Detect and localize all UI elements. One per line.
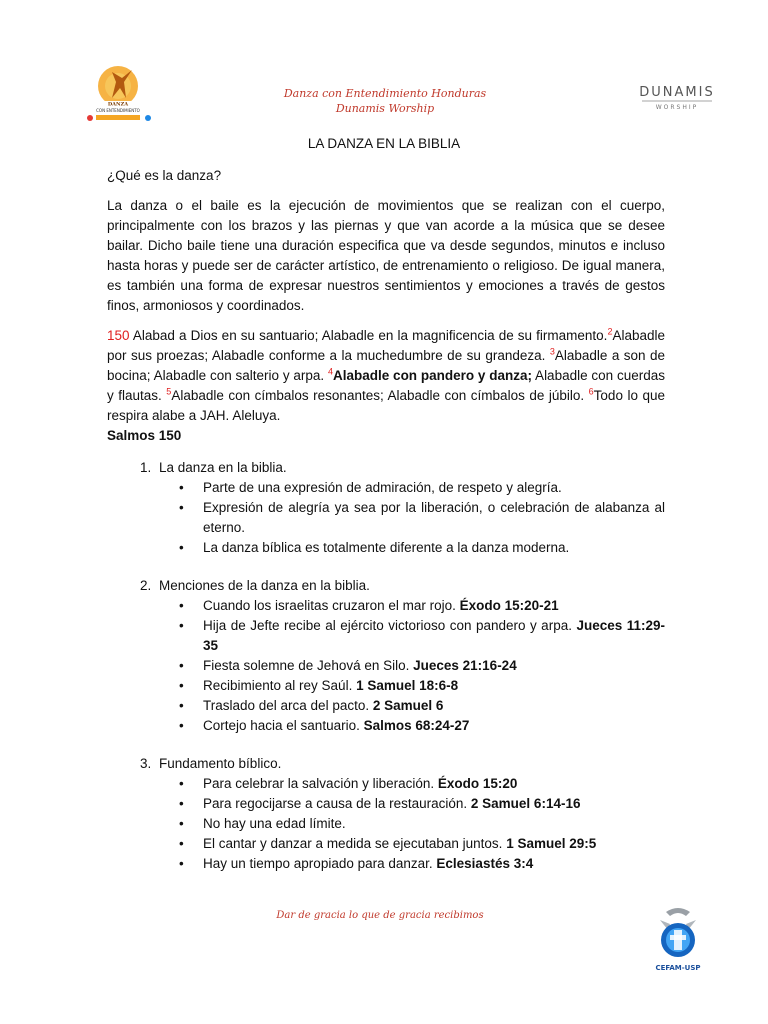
- intro-paragraph: La danza o el baile es la ejecución de movimientos que se realizan con el cuerpo, principalmente con los brazos y las piernas y que van acorde a la música que se desee bailar. Dicho baile tiene una duración especifica que va desde segundos, minutos e incluso hasta horas y puede ser de carácter artístico, de entrenamiento o religioso. De igual manera, es también una forma de expresar nuestros sentimientos y emociones a través de gestos finos, armoniosos y coordinados.: [107, 198, 665, 313]
- bullet-list: [159, 774, 665, 874]
- header-title-block: [220, 86, 550, 116]
- psalm-verse-1: Alabad a Dios en su santuario; Alabadle en la magnificencia de su firmamento.: [129, 328, 608, 343]
- svg-text:DANZA: DANZA: [107, 101, 129, 108]
- section-item: [155, 458, 665, 558]
- bullet-text: Expresión de alegría ya sea por la liberación, o celebración de alabanza al eterno.: [203, 500, 665, 535]
- seal-label: CEFAM-USP: [655, 964, 701, 972]
- psalm-verse-4: Alabadle con cuerdas y flautas.: [107, 368, 666, 403]
- bullet-item: [203, 596, 665, 616]
- bullet-item: [203, 696, 665, 716]
- verse-number-2: 2: [607, 326, 613, 337]
- psalm-passage: [107, 326, 665, 426]
- document-body: [107, 166, 665, 892]
- header-line-2: Dunamis Worship: [335, 102, 435, 115]
- page-title: LA DANZA EN LA BIBLIA: [307, 136, 461, 151]
- section-heading: Menciones de la danza en la biblia.: [159, 578, 370, 593]
- section-heading: Fundamento bíblico.: [159, 756, 282, 771]
- svg-text:CON ENTENDIMIENTO: CON ENTENDIMIENTO: [96, 108, 140, 113]
- verse-number-5: 5: [166, 386, 172, 397]
- bible-reference: 1 Samuel 18:6-8: [356, 678, 459, 693]
- verse-number-3: 3: [549, 346, 555, 357]
- psalm-verse-4-highlight: Alabadle con pandero y danza;: [332, 368, 532, 383]
- bullet-text: Cuando los israelitas cruzaron el mar rojo.: [203, 598, 460, 613]
- verse-number-6: 6: [588, 386, 594, 397]
- bible-reference: Jueces 21:16-24: [413, 658, 517, 673]
- section-item: [155, 576, 665, 736]
- bible-reference: 2 Samuel 6:14-16: [470, 796, 581, 811]
- footer-motto: Dar de gracia lo que de gracia recibimos: [276, 910, 484, 921]
- psalm-verse-6: Todo lo que respira alabe a JAH. Aleluya.: [107, 388, 665, 423]
- bullet-item: [203, 854, 665, 874]
- bullet-text: No hay una edad límite.: [203, 816, 346, 831]
- bible-reference: Eclesiastés 3:4: [436, 856, 534, 871]
- bullet-text: La danza bíblica es totalmente diferente a la danza moderna.: [203, 540, 570, 555]
- dunamis-worship-logo: [632, 76, 722, 116]
- section-list: [107, 458, 665, 874]
- svg-text:WORSHIP: WORSHIP: [655, 104, 699, 111]
- section-question: ¿Qué es la danza?: [107, 168, 222, 183]
- bullet-item: [203, 774, 665, 794]
- bullet-item: [203, 478, 665, 498]
- psalm-chapter-number: 150: [107, 328, 130, 343]
- verse-number-4: 4: [327, 366, 333, 377]
- bullet-text: El cantar y danzar a medida se ejecutaban juntos.: [203, 836, 507, 851]
- bullet-item: [203, 498, 665, 538]
- bullet-list: [159, 478, 665, 558]
- psalm-reference: Salmos 150: [107, 428, 182, 443]
- bullet-list: [159, 596, 665, 736]
- bullet-text: Recibimiento al rey Saúl.: [203, 678, 357, 693]
- bullet-item: [203, 716, 665, 736]
- bullet-item: [203, 676, 665, 696]
- bullet-text: Para celebrar la salvación y liberación.: [203, 776, 438, 791]
- bullet-item: [203, 616, 665, 656]
- bullet-text: Fiesta solemne de Jehová en Silo.: [203, 658, 414, 673]
- bullet-text: Hija de Jefte recibe al ejército victorioso con pandero y arpa.: [203, 618, 577, 633]
- bible-reference: Salmos 68:24-27: [363, 718, 470, 733]
- bullet-text: Para regocijarse a causa de la restauración.: [203, 796, 471, 811]
- bullet-item: [203, 538, 665, 558]
- psalm-verse-2: Alabadle por sus proezas; Alabadle conforme a la muchedumbre de su grandeza.: [107, 328, 665, 363]
- bible-reference: Éxodo 15:20-21: [459, 598, 559, 613]
- bullet-text: Cortejo hacia el santuario.: [203, 718, 364, 733]
- page-header: [0, 0, 768, 130]
- cefam-seal-logo: [648, 906, 708, 978]
- psalm-verse-3: Alabadle a son de bocina; Alabadle con salterio y arpa.: [107, 348, 665, 383]
- bullet-text: Hay un tiempo apropiado para danzar.: [203, 856, 437, 871]
- bible-reference: Éxodo 15:20: [437, 776, 518, 791]
- bible-reference: Jueces 11:29-35: [203, 618, 665, 653]
- bible-reference: 1 Samuel 29:5: [506, 836, 597, 851]
- section-item: [155, 754, 665, 874]
- svg-text:DUNAMIS: DUNAMIS: [639, 85, 715, 100]
- bullet-text: Traslado del arca del pacto.: [203, 698, 373, 713]
- bullet-item: [203, 814, 665, 834]
- psalm-verse-5: Alabadle con címbalos resonantes; Alabadle con címbalos de júbilo.: [171, 388, 589, 403]
- bullet-item: [203, 834, 665, 854]
- bible-reference: 2 Samuel 6: [372, 698, 444, 713]
- danza-ministry-logo: [82, 64, 162, 124]
- bullet-text: Parte de una expresión de admiración, de respeto y alegría.: [203, 480, 562, 495]
- section-heading: La danza en la biblia.: [159, 460, 287, 475]
- bullet-item: [203, 656, 665, 676]
- bullet-item: [203, 794, 665, 814]
- header-line-1: Danza con Entendimiento Honduras: [283, 87, 487, 100]
